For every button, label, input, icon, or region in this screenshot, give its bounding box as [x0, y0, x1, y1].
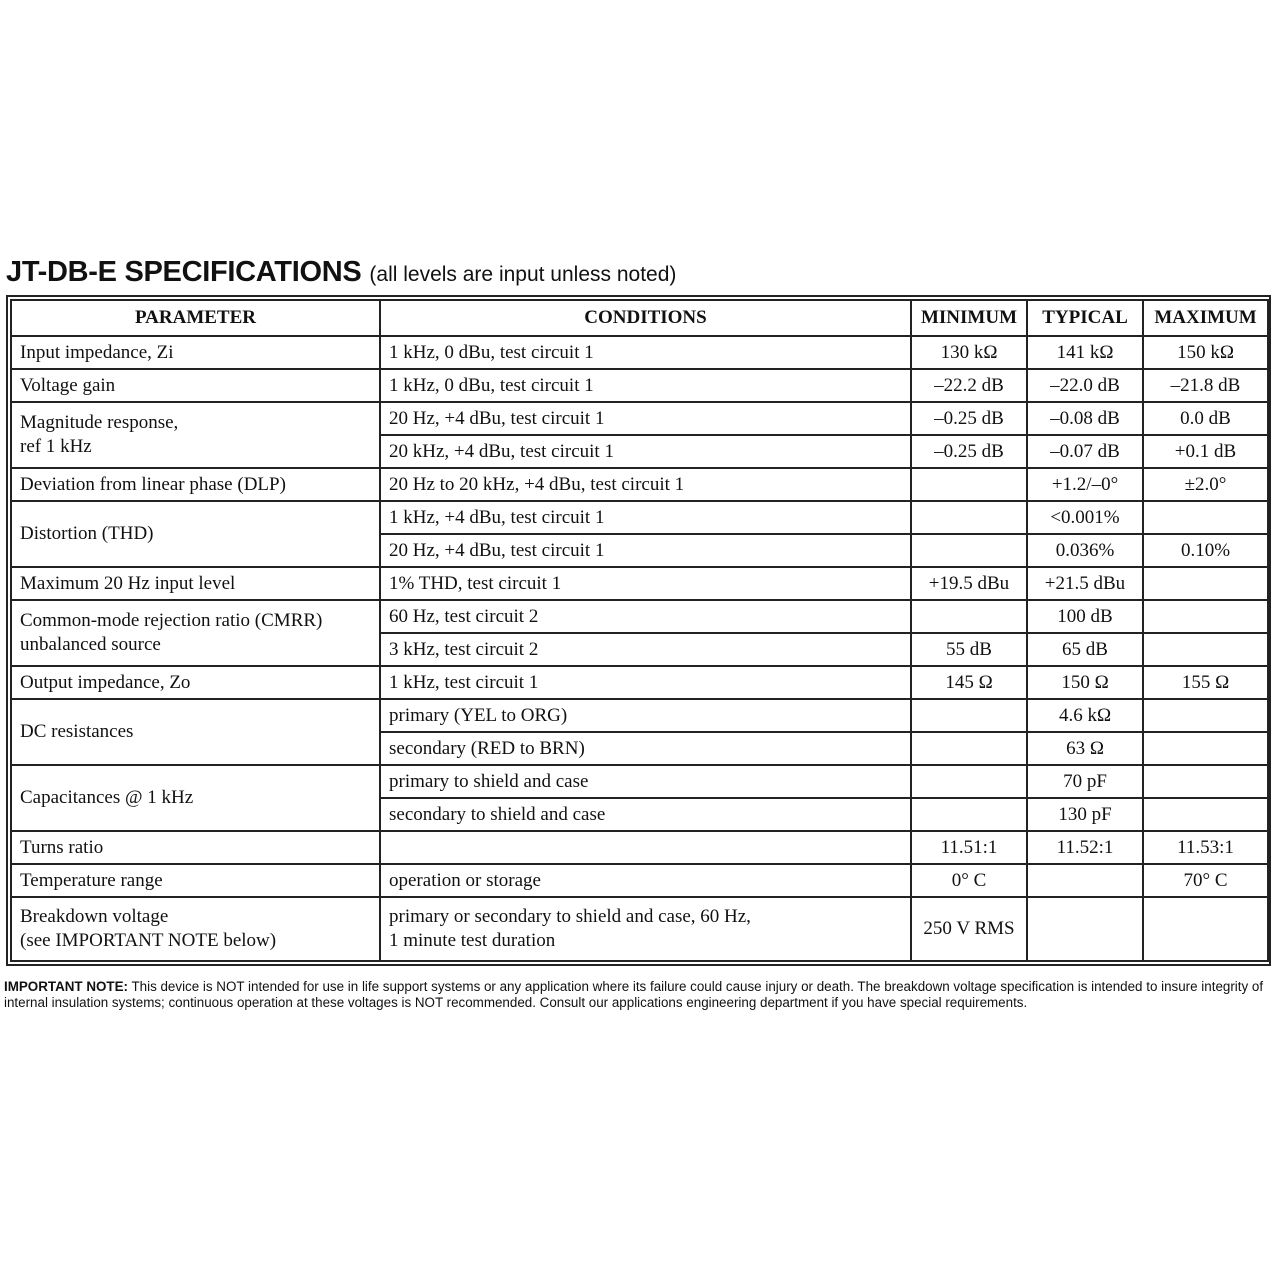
- conditions-cell: secondary (RED to BRN): [380, 732, 911, 765]
- maximum-cell: [1143, 633, 1268, 666]
- minimum-cell: 145 Ω: [911, 666, 1027, 699]
- minimum-cell: [911, 501, 1027, 534]
- conditions-cell: 20 Hz, +4 dBu, test circuit 1: [380, 402, 911, 435]
- conditions-line: primary or secondary to shield and case, 60 Hz,: [389, 906, 751, 927]
- typical-cell: 65 dB: [1027, 633, 1143, 666]
- typical-cell: –0.08 dB: [1027, 402, 1143, 435]
- parameter-cell: [11, 600, 380, 666]
- spec-table: [10, 299, 1269, 962]
- typical-cell: 141 kΩ: [1027, 336, 1143, 369]
- maximum-cell: 155 Ω: [1143, 666, 1268, 699]
- parameter-line: unbalanced source: [20, 634, 161, 655]
- maximum-cell: +0.1 dB: [1143, 435, 1268, 468]
- typical-cell: +21.5 dBu: [1027, 567, 1143, 600]
- maximum-cell: 150 kΩ: [1143, 336, 1268, 369]
- minimum-cell: [911, 765, 1027, 798]
- maximum-cell: 0.0 dB: [1143, 402, 1268, 435]
- table-row: [11, 600, 1268, 633]
- header-minimum: MINIMUM: [911, 300, 1027, 336]
- minimum-cell: [911, 732, 1027, 765]
- conditions-cell: 60 Hz, test circuit 2: [380, 600, 911, 633]
- minimum-cell: +19.5 dBu: [911, 567, 1027, 600]
- typical-cell: +1.2/–0°: [1027, 468, 1143, 501]
- parameter-cell: Temperature range: [11, 864, 380, 897]
- conditions-cell: 20 Hz, +4 dBu, test circuit 1: [380, 534, 911, 567]
- typical-cell: 11.52:1: [1027, 831, 1143, 864]
- conditions-cell: [380, 897, 911, 961]
- conditions-cell: 20 Hz to 20 kHz, +4 dBu, test circuit 1: [380, 468, 911, 501]
- parameter-cell: Input impedance, Zi: [11, 336, 380, 369]
- typical-cell: 100 dB: [1027, 600, 1143, 633]
- conditions-cell: 1 kHz, +4 dBu, test circuit 1: [380, 501, 911, 534]
- minimum-cell: [911, 534, 1027, 567]
- important-note: [4, 979, 1270, 1011]
- parameter-cell: DC resistances: [11, 699, 380, 765]
- maximum-cell: [1143, 567, 1268, 600]
- important-note-text: This device is NOT intended for use in life support systems or any application where its failure could cause injury or death. The breakdown voltage specification is intended to insure integrity of internal insulation systems; continuous operation at these voltages is NOT recommended. Consult our applications engineering department if you have special requirements.: [4, 979, 1264, 1010]
- parameter-cell: Voltage gain: [11, 369, 380, 402]
- typical-cell: 150 Ω: [1027, 666, 1143, 699]
- maximum-cell: ±2.0°: [1143, 468, 1268, 501]
- typical-cell: 4.6 kΩ: [1027, 699, 1143, 732]
- maximum-cell: [1143, 765, 1268, 798]
- minimum-cell: –0.25 dB: [911, 435, 1027, 468]
- spec-heading: [6, 256, 676, 289]
- minimum-cell: 250 V RMS: [911, 897, 1027, 961]
- table-row: [11, 864, 1268, 897]
- maximum-cell: [1143, 600, 1268, 633]
- typical-cell: 130 pF: [1027, 798, 1143, 831]
- parameter-cell: [11, 402, 380, 468]
- conditions-cell: [380, 831, 911, 864]
- header-parameter: PARAMETER: [11, 300, 380, 336]
- maximum-cell: 70° C: [1143, 864, 1268, 897]
- maximum-cell: [1143, 501, 1268, 534]
- typical-cell: 63 Ω: [1027, 732, 1143, 765]
- typical-cell: [1027, 864, 1143, 897]
- minimum-cell: –0.25 dB: [911, 402, 1027, 435]
- parameter-line: Magnitude response,: [20, 412, 179, 433]
- parameter-cell: Turns ratio: [11, 831, 380, 864]
- conditions-cell: primary (YEL to ORG): [380, 699, 911, 732]
- header-typical: TYPICAL: [1027, 300, 1143, 336]
- parameter-line: Common-mode rejection ratio (CMRR): [20, 610, 323, 631]
- maximum-cell: [1143, 798, 1268, 831]
- table-row: [11, 369, 1268, 402]
- typical-cell: 70 pF: [1027, 765, 1143, 798]
- parameter-line: Breakdown voltage: [20, 906, 169, 927]
- parameter-cell: Deviation from linear phase (DLP): [11, 468, 380, 501]
- maximum-cell: –21.8 dB: [1143, 369, 1268, 402]
- conditions-cell: 1% THD, test circuit 1: [380, 567, 911, 600]
- typical-cell: –0.07 dB: [1027, 435, 1143, 468]
- table-row: [11, 402, 1268, 435]
- typical-cell: [1027, 897, 1143, 961]
- minimum-cell: [911, 600, 1027, 633]
- maximum-cell: 11.53:1: [1143, 831, 1268, 864]
- conditions-cell: 1 kHz, test circuit 1: [380, 666, 911, 699]
- table-row: [11, 336, 1268, 369]
- minimum-cell: 130 kΩ: [911, 336, 1027, 369]
- table-row: [11, 831, 1268, 864]
- minimum-cell: 55 dB: [911, 633, 1027, 666]
- conditions-line: 1 minute test duration: [389, 930, 556, 951]
- conditions-cell: 1 kHz, 0 dBu, test circuit 1: [380, 336, 911, 369]
- table-row: [11, 897, 1268, 961]
- conditions-cell: 3 kHz, test circuit 2: [380, 633, 911, 666]
- maximum-cell: [1143, 699, 1268, 732]
- table-row: [11, 468, 1268, 501]
- maximum-cell: 0.10%: [1143, 534, 1268, 567]
- header-row: [11, 300, 1268, 336]
- table-row: [11, 567, 1268, 600]
- table-row: [11, 666, 1268, 699]
- typical-cell: 0.036%: [1027, 534, 1143, 567]
- parameter-line: ref 1 kHz: [20, 436, 92, 457]
- parameter-cell: Capacitances @ 1 kHz: [11, 765, 380, 831]
- minimum-cell: [911, 699, 1027, 732]
- minimum-cell: [911, 468, 1027, 501]
- important-note-label: IMPORTANT NOTE:: [4, 979, 128, 994]
- maximum-cell: [1143, 732, 1268, 765]
- table-row: [11, 765, 1268, 798]
- minimum-cell: 11.51:1: [911, 831, 1027, 864]
- table-row: [11, 699, 1268, 732]
- spec-table-frame: [6, 295, 1271, 966]
- table-row: [11, 501, 1268, 534]
- parameter-cell: Distortion (THD): [11, 501, 380, 567]
- conditions-cell: 1 kHz, 0 dBu, test circuit 1: [380, 369, 911, 402]
- minimum-cell: –22.2 dB: [911, 369, 1027, 402]
- parameter-cell: [11, 897, 380, 961]
- header-maximum: MAXIMUM: [1143, 300, 1268, 336]
- header-conditions: CONDITIONS: [380, 300, 911, 336]
- spec-title: JT-DB-E SPECIFICATIONS: [6, 256, 362, 288]
- conditions-cell: 20 kHz, +4 dBu, test circuit 1: [380, 435, 911, 468]
- typical-cell: <0.001%: [1027, 501, 1143, 534]
- conditions-cell: secondary to shield and case: [380, 798, 911, 831]
- conditions-cell: primary to shield and case: [380, 765, 911, 798]
- typical-cell: –22.0 dB: [1027, 369, 1143, 402]
- conditions-cell: operation or storage: [380, 864, 911, 897]
- minimum-cell: [911, 798, 1027, 831]
- maximum-cell: [1143, 897, 1268, 961]
- parameter-line: (see IMPORTANT NOTE below): [20, 930, 277, 951]
- parameter-cell: Maximum 20 Hz input level: [11, 567, 380, 600]
- parameter-cell: Output impedance, Zo: [11, 666, 380, 699]
- minimum-cell: 0° C: [911, 864, 1027, 897]
- spec-subtitle: (all levels are input unless noted): [369, 263, 677, 286]
